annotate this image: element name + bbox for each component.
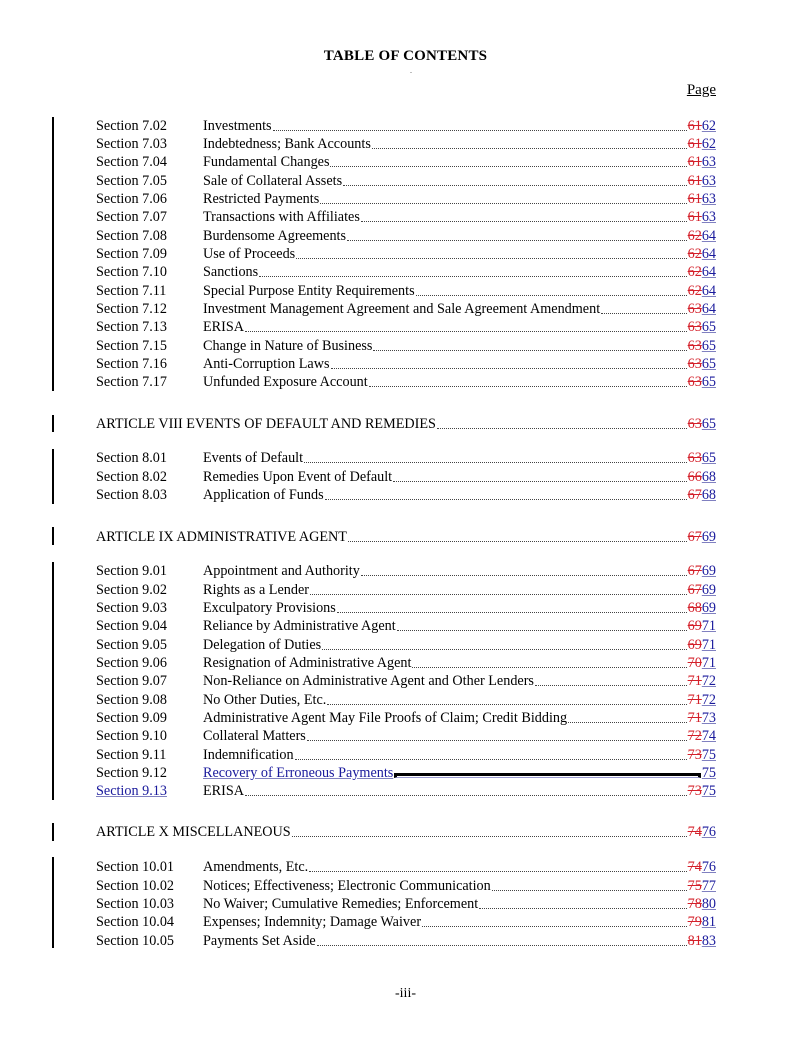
inserted-page-number[interactable]: 64 — [701, 228, 716, 244]
deleted-page-number: 67 — [687, 487, 702, 503]
section-number[interactable]: Section 9.04 — [96, 618, 167, 634]
deleted-page-number: 69 — [687, 618, 702, 634]
inserted-page-number[interactable]: 69 — [701, 563, 716, 579]
dot-leader — [568, 721, 687, 723]
toc-section-entry[interactable] — [96, 764, 716, 782]
toc-section-entry[interactable] — [96, 300, 716, 318]
section-title[interactable]: Special Purpose Entity Requirements — [203, 283, 415, 299]
section-title[interactable]: Fundamental Changes — [203, 154, 330, 170]
section-number[interactable]: Section 9.02 — [96, 582, 167, 598]
section-number[interactable]: Section 7.16 — [96, 356, 167, 372]
deleted-page-number: 81 — [687, 933, 702, 949]
section-title[interactable]: Recovery of Erroneous Payments — [203, 765, 394, 781]
section-title[interactable]: Unfunded Exposure Account — [203, 374, 368, 390]
page-ref[interactable] — [688, 135, 716, 153]
dot-leader — [327, 703, 686, 705]
section-number[interactable]: Section 7.08 — [96, 228, 167, 244]
page-ref[interactable] — [688, 486, 716, 504]
section-title[interactable]: Indemnification — [203, 747, 294, 763]
section-title[interactable]: Events of Default — [203, 450, 304, 466]
page-ref[interactable] — [702, 764, 716, 782]
section-number[interactable]: Section 8.02 — [96, 469, 167, 485]
toc-section-entry[interactable] — [96, 468, 716, 486]
section-number[interactable]: Section 7.12 — [96, 301, 167, 317]
change-bar — [52, 415, 54, 432]
page-ref[interactable] — [688, 709, 716, 727]
section-number[interactable]: Section 9.06 — [96, 655, 167, 671]
deleted-page-number: 69 — [687, 637, 702, 653]
dot-leader — [337, 611, 687, 613]
toc-section-entry[interactable] — [96, 263, 716, 281]
section-number[interactable]: Section 7.09 — [96, 246, 167, 262]
section-title[interactable]: Non-Reliance on Administrative Agent and Other Lenders — [203, 673, 534, 689]
section-title[interactable]: Investment Management Agreement and Sale Agreement Amendment — [203, 301, 601, 317]
dot-leader — [372, 147, 687, 149]
dot-leader — [397, 629, 687, 631]
dot-leader — [348, 540, 687, 542]
section-number[interactable]: Section 8.01 — [96, 450, 167, 466]
dot-leader — [245, 794, 687, 796]
section-title[interactable]: Payments Set Aside — [203, 933, 316, 949]
deleted-page-number: 67 — [687, 529, 702, 545]
dot-leader — [296, 257, 686, 259]
deleted-page-number: 72 — [687, 728, 702, 744]
inserted-page-number[interactable]: 62 — [701, 136, 716, 152]
section-number[interactable]: Section 7.02 — [96, 118, 167, 134]
deleted-page-number: 71 — [687, 710, 702, 726]
section-number[interactable]: Section 10.04 — [96, 914, 175, 930]
dot-leader — [369, 385, 687, 387]
inserted-page-number[interactable]: 63 — [701, 173, 716, 189]
dot-leader — [373, 349, 686, 351]
deleted-page-number: 68 — [687, 600, 702, 616]
page-ref[interactable] — [688, 672, 716, 690]
section-title[interactable]: Reliance by Administrative Agent — [203, 618, 396, 634]
section-title[interactable]: No Waiver; Cumulative Remedies; Enforcement — [203, 896, 479, 912]
inserted-page-number[interactable]: 72 — [701, 673, 716, 689]
deleted-page-number: 61 — [687, 136, 702, 152]
toc-section-entry[interactable] — [96, 190, 716, 208]
dot-leader — [601, 312, 686, 314]
deleted-page-number: 71 — [687, 673, 702, 689]
toc-section-entry[interactable] — [96, 746, 716, 764]
deleted-page-number: 63 — [687, 319, 702, 335]
inserted-page-number[interactable]: 75 — [701, 765, 716, 781]
toc-section-entry[interactable] — [96, 355, 716, 373]
dot-leader — [307, 739, 687, 741]
page-ref[interactable] — [688, 117, 716, 135]
inserted-page-number[interactable]: 69 — [701, 582, 716, 598]
page-ref[interactable] — [688, 373, 716, 391]
deleted-page-number: 67 — [687, 563, 702, 579]
page-ref[interactable] — [688, 263, 716, 281]
inserted-page-number[interactable]: 81 — [701, 914, 716, 930]
section-number[interactable]: Section 10.02 — [96, 878, 175, 894]
dot-leader — [535, 684, 687, 686]
section-number[interactable]: Section 9.11 — [96, 747, 167, 763]
page-ref[interactable] — [688, 654, 716, 672]
page-ref[interactable] — [688, 895, 716, 913]
section-title[interactable]: Notices; Effectiveness; Electronic Communication — [203, 878, 491, 894]
section-title[interactable]: Anti-Corruption Laws — [203, 356, 330, 372]
toc-section-entry[interactable] — [96, 245, 716, 263]
dot-leader — [325, 498, 687, 500]
dot-leader — [310, 593, 687, 595]
page-ref[interactable] — [688, 562, 716, 580]
page-ref[interactable] — [688, 190, 716, 208]
deleted-page-number: 61 — [687, 173, 702, 189]
section-title[interactable]: Restricted Payments — [203, 191, 320, 207]
toc-section-entry[interactable] — [96, 932, 716, 950]
dot-leader — [330, 165, 686, 167]
toc-section-entry[interactable] — [96, 282, 716, 300]
deleted-page-number: 61 — [687, 154, 702, 170]
inserted-page-number[interactable]: 75 — [701, 747, 716, 763]
section-title[interactable]: Rights as a Lender — [203, 582, 309, 598]
page-ref[interactable] — [688, 300, 716, 318]
dot-leader — [492, 889, 687, 891]
page-ref[interactable] — [688, 318, 716, 336]
dot-leader — [412, 666, 686, 668]
page-ref[interactable] — [688, 449, 716, 467]
inserted-page-number[interactable]: 68 — [701, 469, 716, 485]
change-bar — [52, 117, 54, 391]
toc-section-entry[interactable] — [96, 913, 716, 931]
deleted-page-number: 61 — [687, 209, 702, 225]
inserted-page-number[interactable]: 65 — [701, 416, 716, 432]
section-title[interactable]: Use of Proceeds — [203, 246, 296, 262]
inserted-page-number[interactable]: 74 — [701, 728, 716, 744]
section-title[interactable]: ERISA — [203, 783, 244, 799]
section-number[interactable]: Section 8.03 — [96, 487, 167, 503]
page-ref[interactable] — [688, 727, 716, 745]
toc-section-entry[interactable] — [96, 877, 716, 895]
change-bar — [52, 527, 54, 545]
section-title[interactable]: Exculpatory Provisions — [203, 600, 336, 616]
page-ref[interactable] — [688, 782, 716, 800]
toc-section-entry[interactable] — [96, 654, 716, 672]
inserted-page-number[interactable]: 75 — [701, 783, 716, 799]
page-ref[interactable] — [688, 245, 716, 263]
inserted-page-number[interactable]: 64 — [701, 283, 716, 299]
inserted-page-number[interactable]: 71 — [701, 637, 716, 653]
deleted-page-number: 79 — [687, 914, 702, 930]
deleted-page-number: 61 — [687, 191, 702, 207]
dot-leader — [479, 907, 686, 909]
inserted-page-number[interactable]: 77 — [701, 878, 716, 894]
inserted-page-number[interactable]: 71 — [701, 655, 716, 671]
inserted-page-number[interactable]: 73 — [701, 710, 716, 726]
page-ref[interactable] — [688, 468, 716, 486]
page-ref[interactable] — [688, 913, 716, 931]
section-number[interactable]: Section 9.01 — [96, 563, 167, 579]
page-ref[interactable] — [688, 227, 716, 245]
page-ref[interactable] — [688, 355, 716, 373]
inserted-page-number[interactable]: 63 — [701, 154, 716, 170]
inserted-page-number[interactable]: 71 — [701, 618, 716, 634]
dot-leader — [309, 870, 686, 872]
dot-leader — [437, 427, 687, 429]
page-ref[interactable] — [688, 636, 716, 654]
toc-section-entry[interactable] — [96, 636, 716, 654]
section-number[interactable]: Section 10.01 — [96, 859, 175, 875]
section-title[interactable]: Appointment and Authority — [203, 563, 360, 579]
deleted-page-number: 63 — [687, 450, 702, 466]
toc-section-entry[interactable] — [96, 449, 716, 467]
dot-leader — [292, 835, 687, 837]
page-ref[interactable] — [688, 858, 716, 876]
deleted-page-number: 62 — [687, 283, 702, 299]
section-number[interactable]: Section 9.09 — [96, 710, 167, 726]
section-number[interactable]: Section 9.08 — [96, 692, 167, 708]
section-title[interactable]: Investments — [203, 118, 272, 134]
page-column-header: Page — [686, 82, 716, 98]
toc-article-entry[interactable] — [96, 528, 716, 546]
dot-leader — [394, 773, 701, 778]
toc-section-entry[interactable] — [96, 227, 716, 245]
section-title[interactable]: No Other Duties, Etc. — [203, 692, 327, 708]
dot-leader — [393, 480, 687, 482]
page-ref[interactable] — [688, 415, 716, 433]
toc-section-entry[interactable] — [96, 782, 716, 800]
page-ref[interactable] — [688, 877, 716, 895]
toc-section-entry[interactable] — [96, 117, 716, 135]
page-ref[interactable] — [688, 823, 716, 841]
toc-article-entry[interactable] — [96, 823, 716, 841]
inserted-page-number[interactable]: 63 — [701, 191, 716, 207]
page-ref[interactable] — [688, 208, 716, 226]
section-number[interactable]: Section 7.11 — [96, 283, 167, 299]
inserted-page-number[interactable]: 76 — [701, 859, 716, 875]
deleted-page-number: 74 — [687, 859, 702, 875]
dot-leader — [259, 275, 686, 277]
deleted-page-number: 78 — [687, 896, 702, 912]
article-title[interactable]: ARTICLE VIII EVENTS OF DEFAULT AND REMEDIES — [96, 416, 436, 432]
section-title[interactable]: Transactions with Affiliates — [203, 209, 360, 225]
dot-leader — [361, 220, 687, 222]
deleted-page-number: 63 — [687, 356, 702, 372]
change-bar — [52, 449, 54, 504]
article-title[interactable]: ARTICLE X MISCELLANEOUS — [96, 824, 291, 840]
section-number[interactable]: Section 10.05 — [96, 933, 175, 949]
dot-leader — [320, 202, 686, 204]
deleted-page-number: 67 — [687, 582, 702, 598]
dot-leader — [304, 461, 687, 463]
section-title[interactable]: Administrative Agent May File Proofs of Claim; Credit Bidding — [203, 710, 568, 726]
section-number[interactable]: Section 7.13 — [96, 319, 167, 335]
deleted-page-number: 66 — [687, 469, 702, 485]
inserted-page-number[interactable]: 63 — [701, 209, 716, 225]
toc-section-entry[interactable] — [96, 727, 716, 745]
section-title[interactable]: Change in Nature of Business — [203, 338, 373, 354]
deleted-page-number: 70 — [687, 655, 702, 671]
section-number[interactable]: Section 9.13 — [96, 783, 167, 799]
toc-section-entry[interactable] — [96, 562, 716, 580]
inserted-page-number[interactable]: 80 — [701, 896, 716, 912]
inserted-page-number[interactable]: 64 — [701, 246, 716, 262]
inserted-page-number[interactable]: 72 — [701, 692, 716, 708]
dot-leader — [347, 239, 687, 241]
inserted-page-number[interactable]: 62 — [701, 118, 716, 134]
deleted-page-number: 71 — [687, 692, 702, 708]
section-title[interactable]: Remedies Upon Event of Default — [203, 469, 393, 485]
section-number[interactable]: Section 9.03 — [96, 600, 167, 616]
section-title[interactable]: ERISA — [203, 319, 244, 335]
section-number[interactable]: Section 7.17 — [96, 374, 167, 390]
toc-section-entry[interactable] — [96, 486, 716, 504]
section-number[interactable]: Section 7.15 — [96, 338, 167, 354]
toc-section-entry[interactable] — [96, 337, 716, 355]
deleted-page-number: 62 — [687, 264, 702, 280]
toc-section-entry[interactable] — [96, 172, 716, 190]
page-ref[interactable] — [688, 153, 716, 171]
deleted-page-number: 61 — [687, 118, 702, 134]
dot-leader — [331, 367, 687, 369]
inserted-page-number[interactable]: 65 — [701, 338, 716, 354]
article-title[interactable]: ARTICLE IX ADMINISTRATIVE AGENT — [96, 529, 347, 545]
section-title[interactable]: Sanctions — [203, 264, 259, 280]
page-title: TABLE OF CONTENTS — [323, 48, 488, 64]
section-title[interactable]: Collateral Matters — [203, 728, 306, 744]
toc-section-entry[interactable] — [96, 672, 716, 690]
page-ref[interactable] — [688, 172, 716, 190]
dot-leader — [416, 294, 687, 296]
dot-leader — [245, 330, 687, 332]
page-ref[interactable] — [688, 337, 716, 355]
page-ref[interactable] — [688, 932, 716, 950]
dot-leader — [422, 925, 687, 927]
inserted-page-number[interactable]: 69 — [701, 529, 716, 545]
inserted-page-number[interactable]: 65 — [701, 374, 716, 390]
toc-section-entry[interactable] — [96, 617, 716, 635]
toc-section-entry[interactable] — [96, 858, 716, 876]
deleted-page-number: 63 — [687, 338, 702, 354]
section-title[interactable]: Sale of Collateral Assets — [203, 173, 343, 189]
toc-section-entry[interactable] — [96, 135, 716, 153]
section-title[interactable]: Delegation of Duties — [203, 637, 322, 653]
page-ref[interactable] — [688, 599, 716, 617]
section-number[interactable]: Section 7.10 — [96, 264, 167, 280]
change-bar — [52, 562, 54, 800]
deleted-page-number: 73 — [687, 783, 702, 799]
deleted-page-number: 63 — [687, 416, 702, 432]
dot-leader — [295, 758, 687, 760]
inserted-page-number[interactable]: 83 — [701, 933, 716, 949]
section-number[interactable]: Section 9.05 — [96, 637, 167, 653]
section-number[interactable]: Section 7.03 — [96, 136, 167, 152]
inserted-page-number[interactable]: 64 — [701, 264, 716, 280]
section-number[interactable]: Section 9.10 — [96, 728, 167, 744]
toc-section-entry[interactable] — [96, 318, 716, 336]
section-number[interactable]: Section 7.07 — [96, 209, 167, 225]
section-title[interactable]: Resignation of Administrative Agent — [203, 655, 412, 671]
page-ref[interactable] — [688, 617, 716, 635]
dot-leader — [343, 184, 687, 186]
deleted-page-number: 63 — [687, 374, 702, 390]
section-number[interactable]: Section 10.03 — [96, 896, 175, 912]
section-title[interactable]: Application of Funds — [203, 487, 324, 503]
title-mark: . — [410, 66, 412, 75]
inserted-page-number[interactable]: 65 — [701, 356, 716, 372]
dot-leader — [361, 574, 687, 576]
inserted-page-number[interactable]: 65 — [701, 319, 716, 335]
toc-section-entry[interactable] — [96, 691, 716, 709]
page-ref[interactable] — [688, 528, 716, 546]
inserted-page-number[interactable]: 76 — [701, 824, 716, 840]
section-title[interactable]: Expenses; Indemnity; Damage Waiver — [203, 914, 422, 930]
toc-section-entry[interactable] — [96, 373, 716, 391]
deleted-page-number: 63 — [687, 301, 702, 317]
toc-article-entry[interactable] — [96, 415, 716, 433]
toc-section-entry[interactable] — [96, 599, 716, 617]
page-ref[interactable] — [688, 581, 716, 599]
section-title[interactable]: Indebtedness; Bank Accounts — [203, 136, 371, 152]
deleted-page-number: 62 — [687, 246, 702, 262]
inserted-page-number[interactable]: 64 — [701, 301, 716, 317]
toc-section-entry[interactable] — [96, 581, 716, 599]
inserted-page-number[interactable]: 68 — [701, 487, 716, 503]
dot-leader — [317, 944, 687, 946]
deleted-page-number: 62 — [687, 228, 702, 244]
deleted-page-number: 75 — [687, 878, 702, 894]
change-bar — [52, 857, 54, 948]
page-ref[interactable] — [688, 691, 716, 709]
inserted-page-number[interactable]: 69 — [701, 600, 716, 616]
section-title[interactable]: Amendments, Etc. — [203, 859, 309, 875]
section-number[interactable]: Section 7.06 — [96, 191, 167, 207]
section-title[interactable]: Burdensome Agreements — [203, 228, 347, 244]
inserted-page-number[interactable]: 65 — [701, 450, 716, 466]
section-number[interactable]: Section 7.05 — [96, 173, 167, 189]
toc-section-entry[interactable] — [96, 709, 716, 727]
page-number: -iii- — [395, 986, 416, 1001]
deleted-page-number: 74 — [687, 824, 702, 840]
toc-section-entry[interactable] — [96, 208, 716, 226]
section-number[interactable]: Section 9.12 — [96, 765, 167, 781]
toc-section-entry[interactable] — [96, 153, 716, 171]
dot-leader — [273, 129, 687, 131]
change-bar — [52, 823, 54, 841]
page-ref[interactable] — [688, 282, 716, 300]
section-number[interactable]: Section 7.04 — [96, 154, 167, 170]
page-ref[interactable] — [688, 746, 716, 764]
dot-leader — [322, 648, 686, 650]
toc-section-entry[interactable] — [96, 895, 716, 913]
deleted-page-number: 73 — [687, 747, 702, 763]
section-number[interactable]: Section 9.07 — [96, 673, 167, 689]
